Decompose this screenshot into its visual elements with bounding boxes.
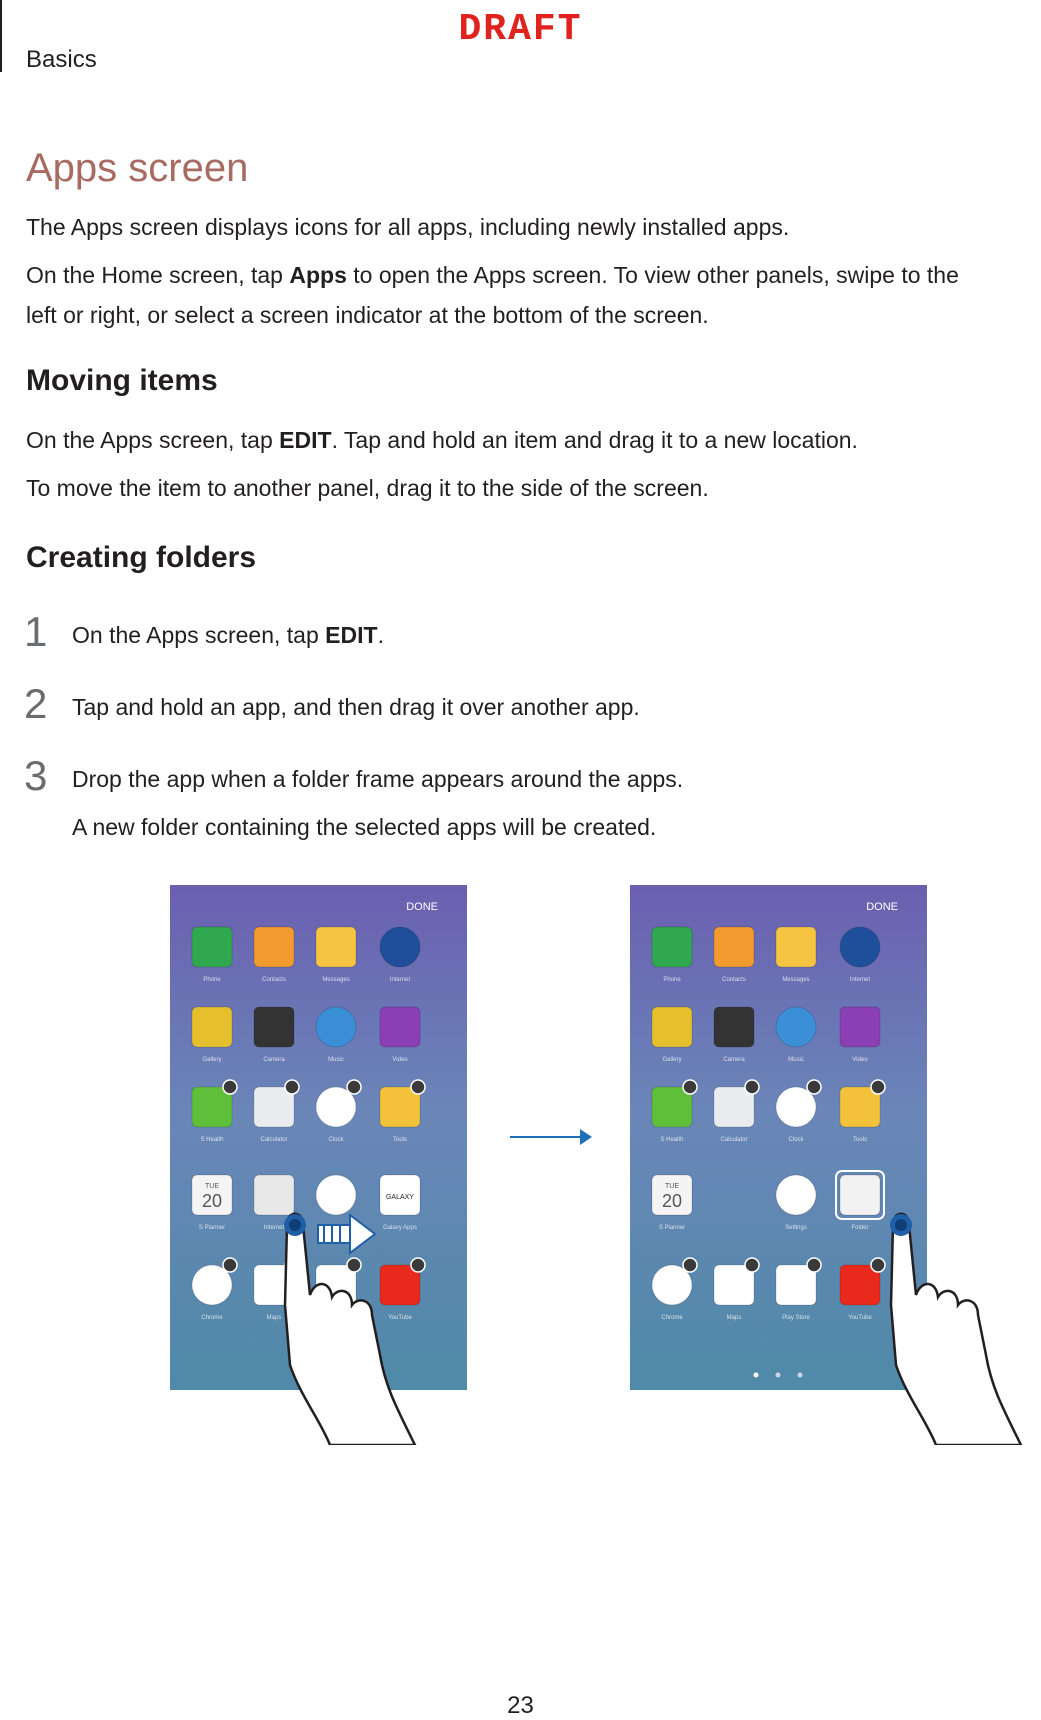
step-text <box>72 622 384 649</box>
app-label: Gallery <box>202 1057 222 1063</box>
app-label: Tools <box>852 1137 868 1143</box>
calendar-date: 20 <box>661 1191 683 1211</box>
app-icon <box>840 1175 880 1215</box>
app-icon <box>254 927 294 967</box>
step-note: A new folder containing the selected apps will be created. <box>72 814 657 840</box>
app-label: Messages <box>322 977 350 983</box>
app-label: S Health <box>200 1137 224 1143</box>
remove-badge-icon <box>683 1258 697 1272</box>
app-label: Chrome <box>201 1315 223 1321</box>
moving-text: . Tap and hold an item and drag it to a new location. <box>331 427 858 453</box>
remove-badge-icon <box>807 1258 821 1272</box>
app-label: Maps <box>266 1315 282 1321</box>
app-icon <box>776 1175 816 1215</box>
remove-badge-icon <box>745 1258 759 1272</box>
galaxy-label: GALAXY <box>385 1194 415 1201</box>
app-icon <box>840 1007 880 1047</box>
edit-keyword: EDIT <box>279 427 332 453</box>
app-icon <box>776 1007 816 1047</box>
draft-watermark: DRAFT <box>458 8 583 51</box>
app-icon <box>316 927 356 967</box>
app-label: Messages <box>782 977 810 983</box>
remove-badge-icon <box>411 1080 425 1094</box>
step-text: Drop the app when a folder frame appears around the apps. <box>72 766 684 792</box>
app-icon <box>254 1007 294 1047</box>
remove-badge-icon <box>807 1080 821 1094</box>
intro-paragraph-2 <box>26 255 1036 335</box>
app-label: Phone <box>663 977 681 983</box>
intro-text: left or right, or select a screen indicator at the bottom of the screen. <box>26 302 709 328</box>
apps-screen-illustration <box>0 885 1041 1445</box>
app-label: S Health <box>660 1137 684 1143</box>
page-indicator <box>798 1373 803 1378</box>
remove-badge-icon <box>347 1258 361 1272</box>
app-icon <box>840 927 880 967</box>
app-label: Internet <box>849 977 871 983</box>
done-label: DONE <box>866 901 898 913</box>
app-icon <box>776 927 816 967</box>
app-icon <box>192 1007 232 1047</box>
remove-badge-icon <box>871 1258 885 1272</box>
remove-badge-icon <box>347 1080 361 1094</box>
running-head: Basics <box>26 46 97 73</box>
app-label: Tools <box>392 1137 408 1143</box>
page-indicator <box>754 1373 759 1378</box>
app-label: Camera <box>263 1057 285 1063</box>
moving-paragraph-2: To move the item to another panel, drag it to the side of the screen. <box>26 475 709 501</box>
app-label: Settings <box>785 1225 807 1231</box>
moving-items-heading: Moving items <box>26 364 218 397</box>
app-label: Music <box>328 1057 344 1063</box>
app-label: Music <box>788 1057 804 1063</box>
app-icon <box>652 1007 692 1047</box>
remove-badge-icon <box>683 1080 697 1094</box>
app-label: Play Store <box>782 1315 810 1321</box>
app-label: Chrome <box>661 1315 683 1321</box>
app-icon <box>714 927 754 967</box>
app-label: Video <box>852 1057 868 1063</box>
done-label: DONE <box>406 901 438 913</box>
creating-folders-heading: Creating folders <box>26 541 257 574</box>
app-label: Clock <box>328 1137 344 1143</box>
app-label: Phone <box>203 977 221 983</box>
step-text-part: . <box>377 622 384 648</box>
app-icon <box>316 1007 356 1047</box>
intro-paragraph-1: The Apps screen displays icons for all apps, including newly installed apps. <box>26 214 790 240</box>
intro-text: to open the Apps screen. To view other panels, swipe to the <box>346 262 959 288</box>
app-label: Calculator <box>260 1137 288 1143</box>
app-label: Video <box>392 1057 408 1063</box>
intro-text: On the Home screen, tap <box>26 262 290 288</box>
app-label: S Planner <box>658 1225 686 1231</box>
remove-badge-icon <box>223 1080 237 1094</box>
app-label: Internet <box>389 977 411 983</box>
app-label: YouTube <box>388 1315 412 1321</box>
app-icon <box>380 1007 420 1047</box>
app-icon <box>192 927 232 967</box>
app-icon <box>380 927 420 967</box>
step-text: Tap and hold an app, and then drag it over another app. <box>72 694 640 720</box>
calendar-day: TUE <box>665 1183 679 1190</box>
step-number: 1 <box>24 608 48 655</box>
moving-paragraph-1 <box>26 420 1036 460</box>
calendar-day: TUE <box>205 1183 219 1190</box>
app-label: Maps <box>726 1315 742 1321</box>
remove-badge-icon <box>871 1080 885 1094</box>
app-label: Clock <box>788 1137 804 1143</box>
app-icon <box>652 927 692 967</box>
app-icon <box>714 1007 754 1047</box>
app-label: Camera <box>723 1057 745 1063</box>
app-label: YouTube <box>848 1315 872 1321</box>
app-label: Folder <box>851 1225 869 1231</box>
app-label: Galaxy Apps <box>383 1225 417 1231</box>
apps-keyword: Apps <box>289 262 347 288</box>
step-number: 3 <box>24 752 48 799</box>
transition-arrow-icon <box>510 1129 592 1145</box>
remove-badge-icon <box>745 1080 759 1094</box>
page-indicator <box>776 1373 781 1378</box>
app-label: Contacts <box>722 977 746 983</box>
calendar-date: 20 <box>201 1191 223 1211</box>
page-number: 23 <box>507 1692 534 1719</box>
step-number: 2 <box>24 680 48 727</box>
remove-badge-icon <box>411 1258 425 1272</box>
screen-after <box>630 885 1021 1445</box>
app-label: Calculator <box>720 1137 748 1143</box>
hand-pointer-icon <box>890 1214 1021 1445</box>
app-icon <box>254 1175 294 1215</box>
moving-text: On the Apps screen, tap <box>26 427 280 453</box>
app-label: S Planner <box>198 1225 226 1231</box>
remove-badge-icon <box>285 1080 299 1094</box>
app-label: Contacts <box>262 977 286 983</box>
app-label: Gallery <box>662 1057 682 1063</box>
step-text-part: On the Apps screen, tap <box>72 622 326 648</box>
remove-badge-icon <box>223 1258 237 1272</box>
screen-before <box>170 885 467 1445</box>
app-label: Internet <box>263 1225 285 1231</box>
page-title: Apps screen <box>26 146 249 190</box>
app-icon <box>316 1175 356 1215</box>
edit-keyword: EDIT <box>325 622 378 648</box>
